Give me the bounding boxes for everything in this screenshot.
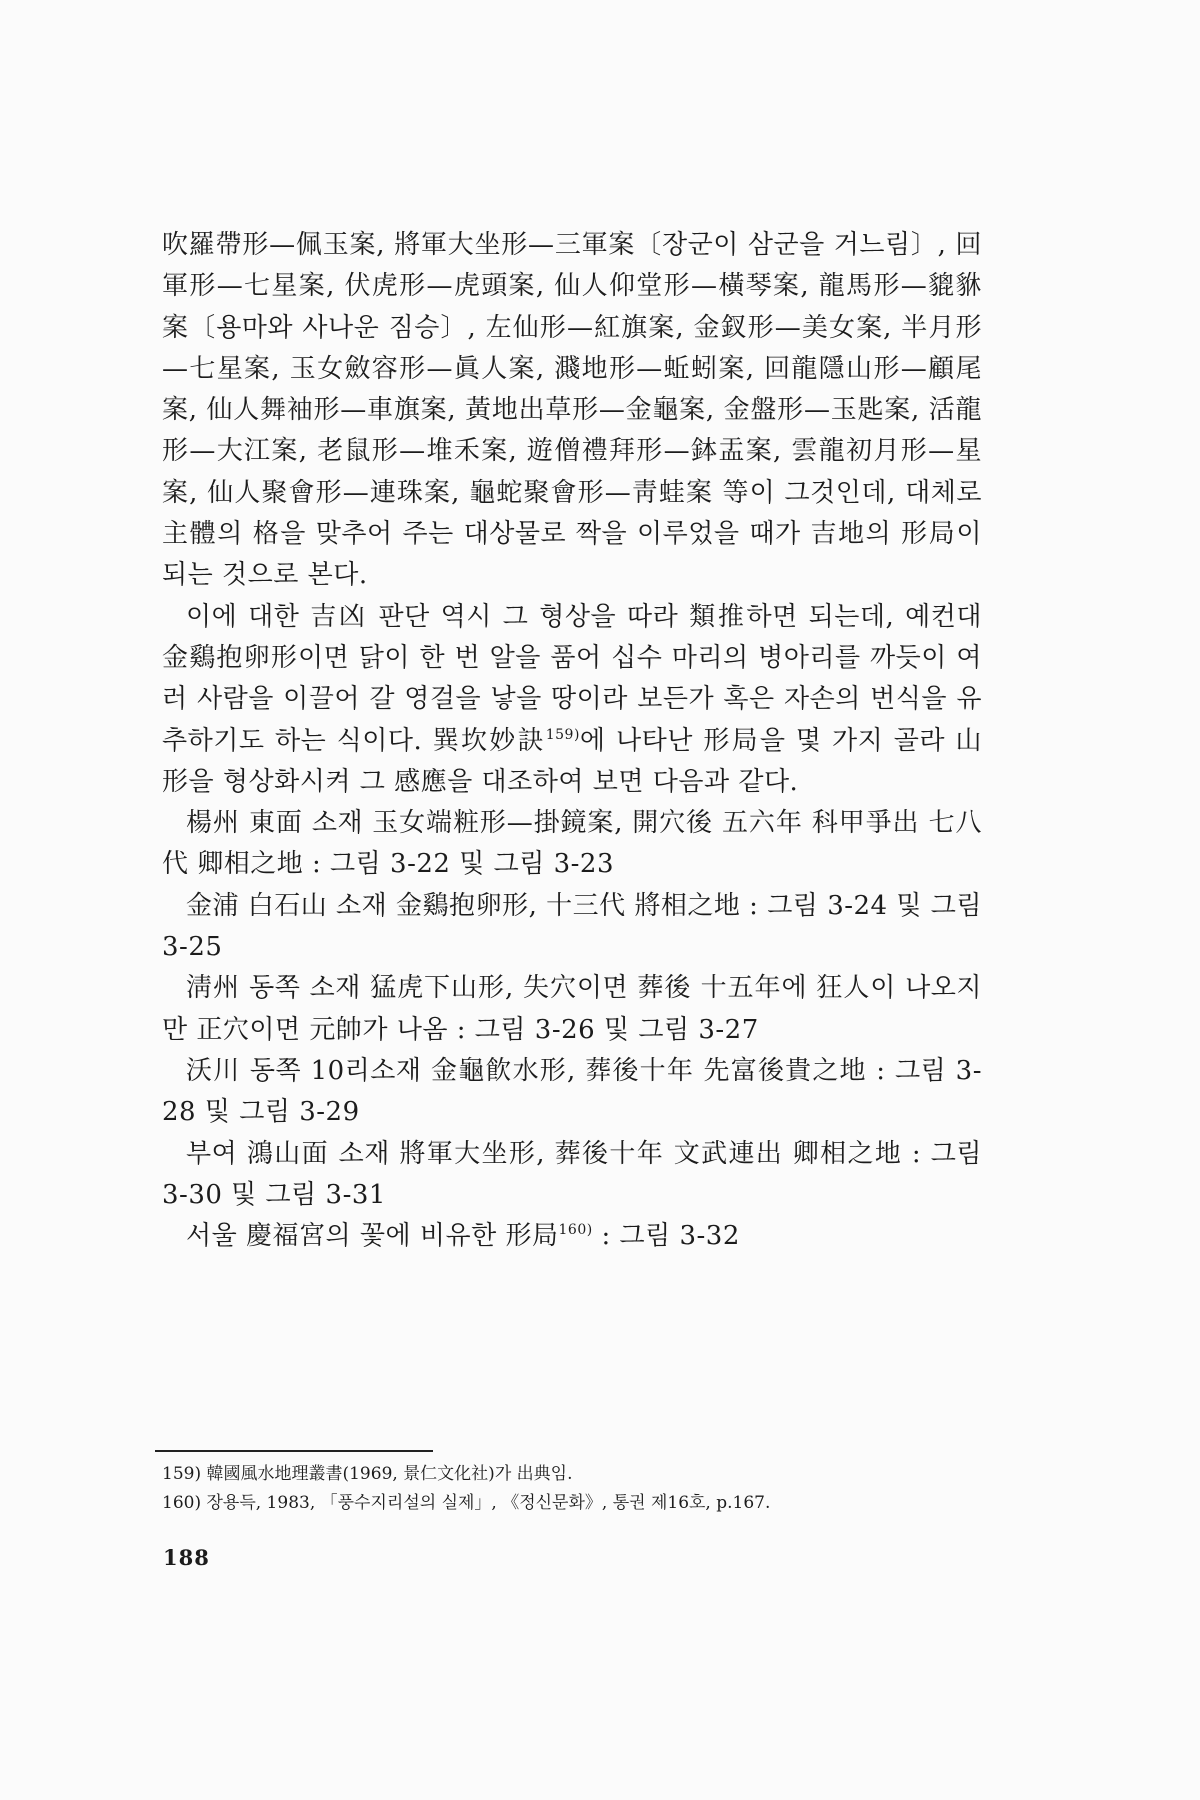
entry-seoul-tail: : 그림 3-32 — [592, 1221, 740, 1252]
footnote-ref-159: 159) — [545, 726, 580, 743]
entry-okcheon: 沃川 동쪽 10리소재 金龜飮水形, 葬後十年 先富後貴之地 : 그림 3-28 및 그림 3-29 — [162, 1055, 982, 1128]
body-text — [162, 225, 982, 1257]
footnotes — [162, 1460, 982, 1518]
entry-seoul-main: 서울 慶福宮의 꽃에 비유한 形局 — [186, 1221, 559, 1252]
entry-buyeo: 부여 鴻山面 소재 將軍大坐形, 葬後十年 文武連出 卿相之地 : 그림 3-30 및 그림 3-31 — [162, 1138, 982, 1210]
entry-yangju: 楊州 東面 소재 玉女端粧形—掛鏡案, 開穴後 五六年 科甲爭出 七八代 卿相之地 : 그림 3-22 및 그림 3-23 — [162, 808, 982, 880]
paragraph-2-tail: 에 나타난 形局을 몇 가지 골라 山形을 형상화시켜 그 感應을 대조하여 보면 다음과 같다. — [162, 725, 982, 797]
paragraph-2 — [162, 597, 982, 803]
page-number: 188 — [163, 1545, 210, 1570]
entry-gimpo: 金浦 白石山 소재 金鷄抱卵形, 十三代 將相之地 : 그림 3-24 및 그림 3-25 — [162, 890, 982, 963]
footnote-160: 160) 장용득, 1983, 「풍수지리설의 실제」, 《정신문화》, 통권 제16호, p.167. — [162, 1493, 771, 1513]
footnote-ref-160: 160) — [558, 1222, 593, 1239]
footnote-159: 159) 韓國風水地理叢書(1969, 景仁文化社)가 出典임. — [162, 1464, 573, 1484]
entry-seoul — [162, 1216, 982, 1257]
paragraph-1: 吹羅帶形—佩玉案, 將軍大坐形—三軍案〔장군이 삼군을 거느림〕, 回軍形—七星案, 伏虎形—虎頭案, 仙人仰堂形—橫琴案, 龍馬形—貔貅案〔용마와 사나운 짐승〕, 左仙形—紅旗案, 金釵形—美女案, 半月形—七星案, 玉女斂容形—眞人案, 濺地形—蚯蚓案, 回龍隱山形—顧尾案, 仙人舞袖形—車旗案, 黃地出草形—金龜案, 金盤形—玉匙案, 活龍形—大江案, 老鼠形—堆禾案, 遊僧禮拜形—鉢盂案, 雲龍初月形—星案, 仙人聚會形—連珠案, 龜蛇聚會形—靑蛙案 等이 그것인데, 대체로 主體의 格을 맞추어 주는 대상물로 짝을 이루었을 때가 吉地의 形局이 되는 것으로 본다. — [162, 230, 982, 591]
footnote-divider — [155, 1450, 433, 1452]
entry-cheongju: 淸州 동쪽 소재 猛虎下山形, 失穴이면 葬後 十五年에 狂人이 나오지만 正穴이면 元帥가 나옴 : 그림 3-26 및 그림 3-27 — [162, 973, 982, 1045]
paragraph-2-main: 이에 대한 吉凶 판단 역시 그 형상을 따라 類推하면 되는데, 예컨대 金鷄抱卵形이면 닭이 한 번 알을 품어 십수 마리의 병아리를 까듯이 여러 사람을 이끌어 갈 영걸을 낳을 땅이라 보든가 혹은 자손의 번식을 유추하기도 하는 식이다. 巽坎妙訣 — [162, 601, 982, 756]
